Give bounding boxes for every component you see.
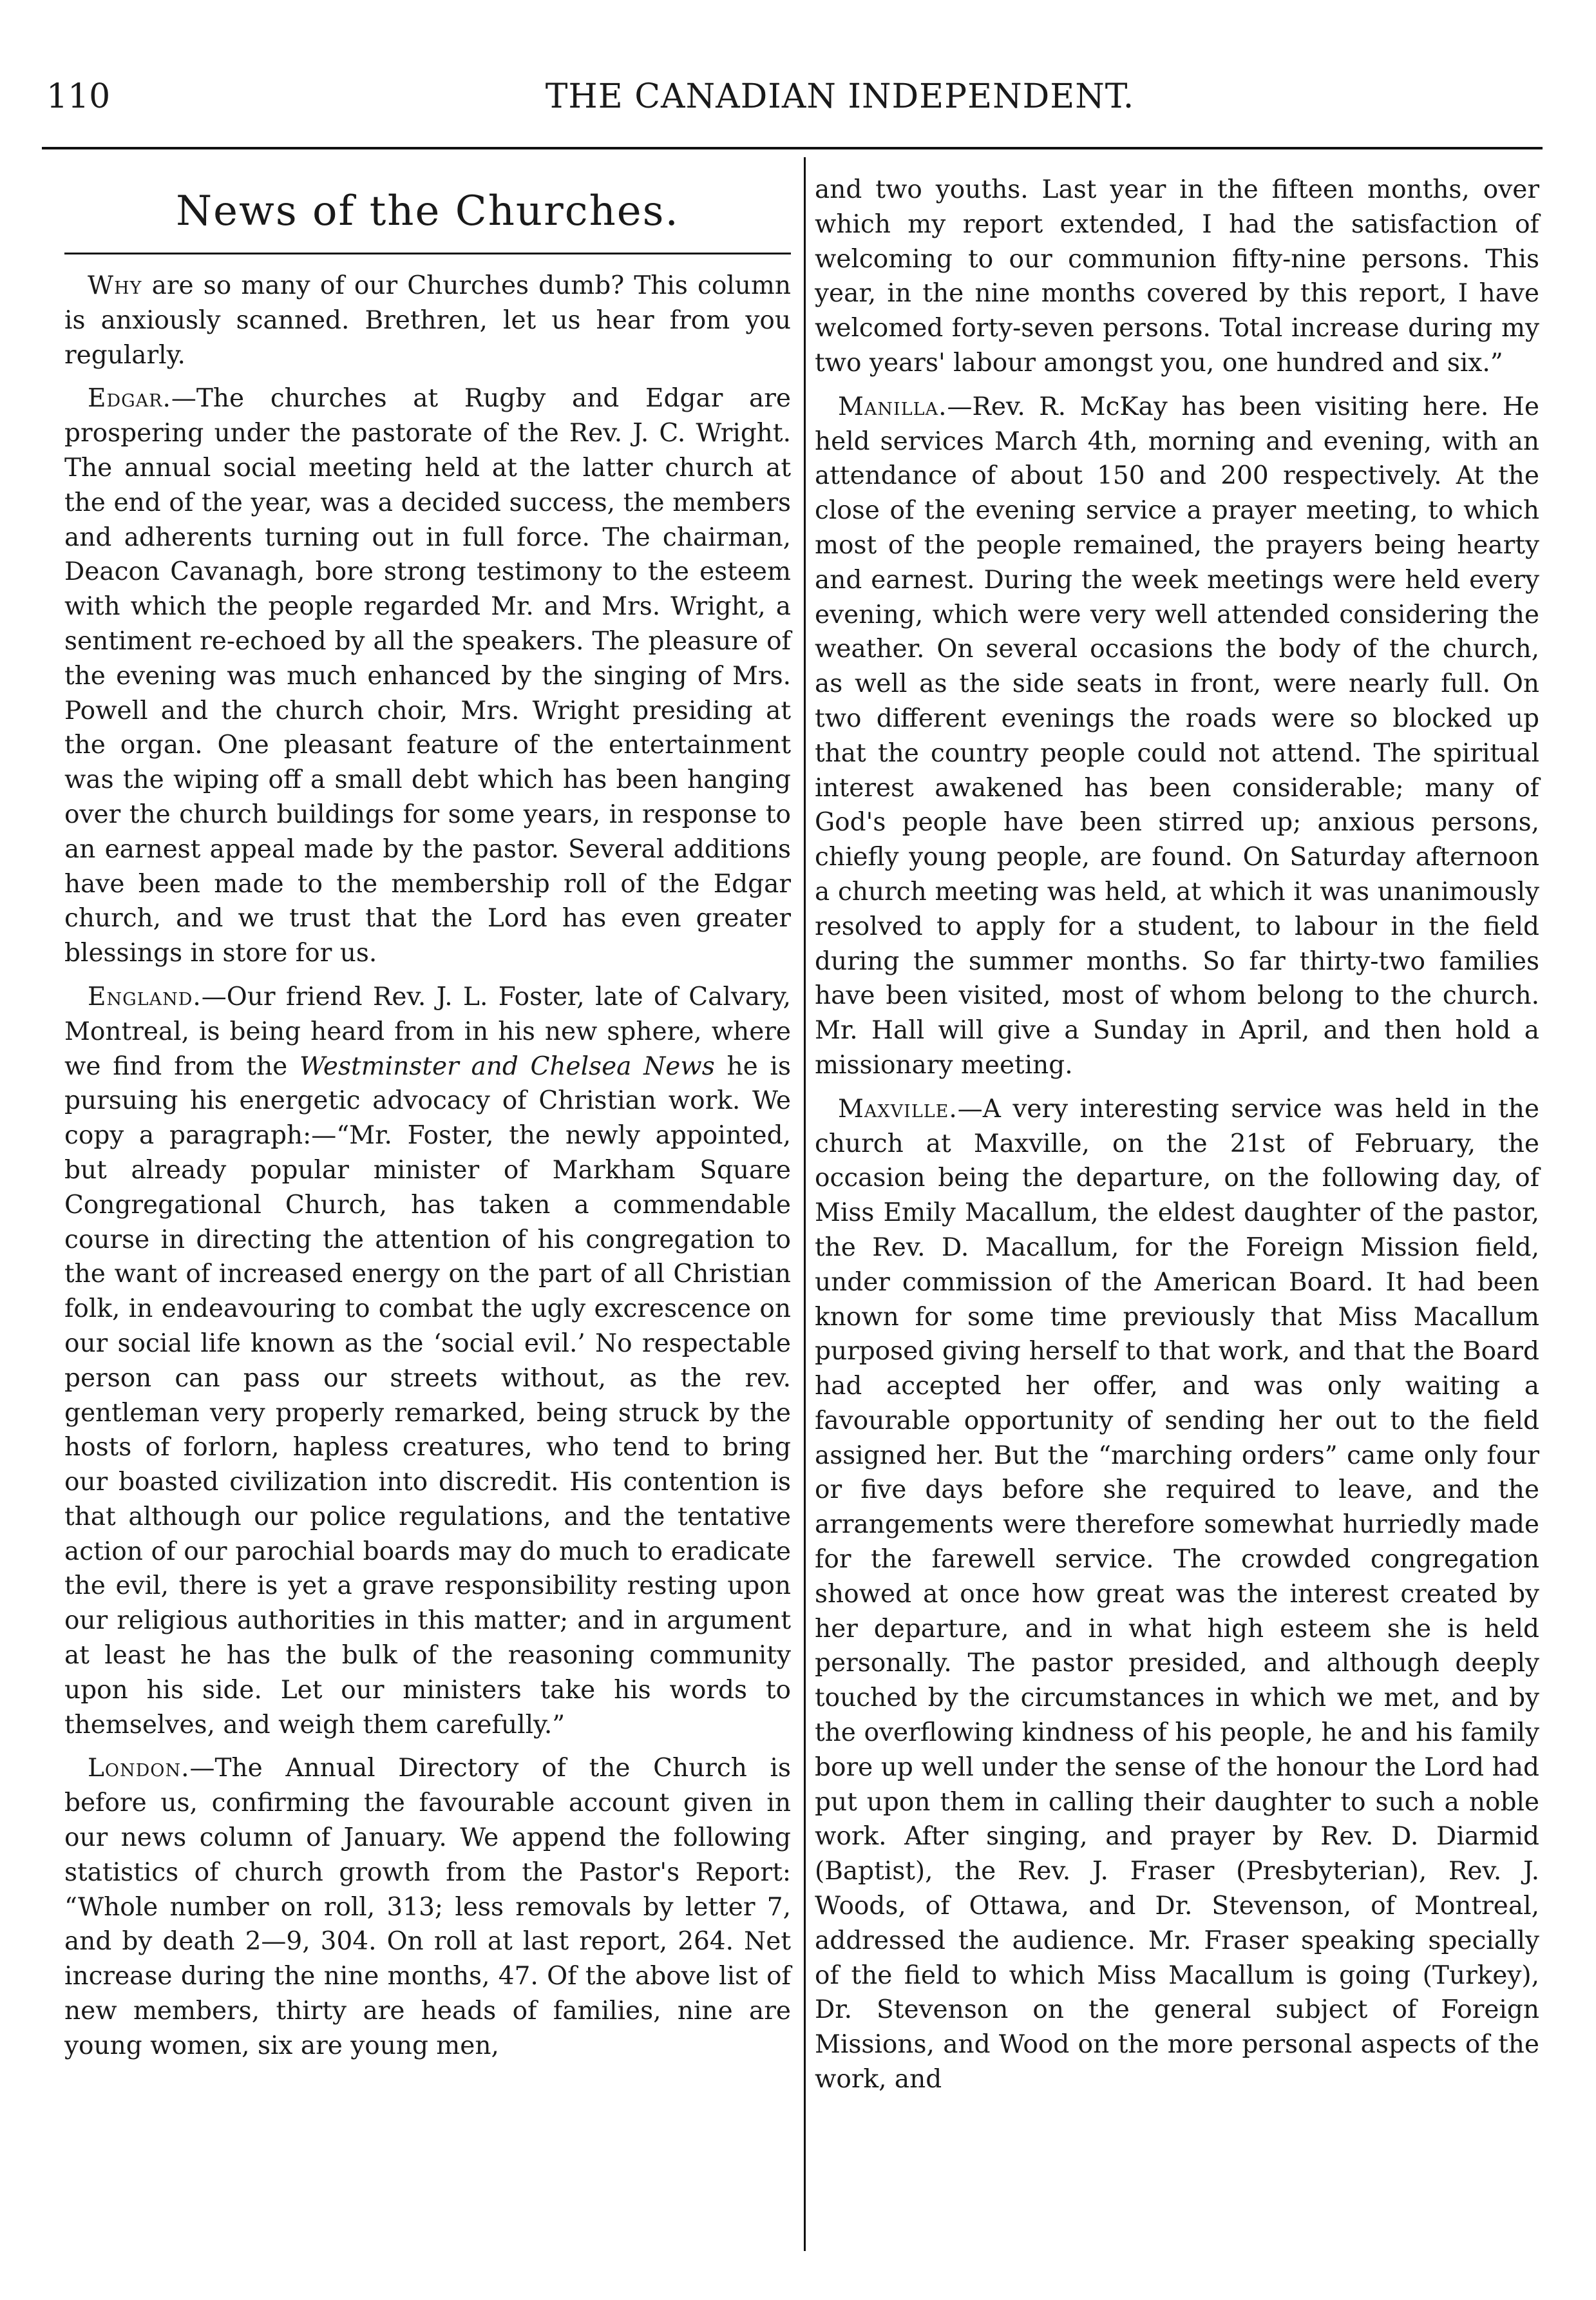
manilla-heading: Manilla.	[838, 392, 947, 421]
maxville-heading: Maxville.	[838, 1094, 958, 1124]
newspaper-title: Westminster and Chelsea News	[299, 1051, 715, 1081]
section-title: News of the Churches.	[176, 187, 679, 235]
intro-paragraph	[64, 269, 791, 372]
london-continued-paragraph: and two youths. Last year in the fifteen months, over which my report extended, I had the satisfaction of welcoming to our communion fifty-nine persons. This year, in the nine months covered by this report, I have welcomed forty-seven persons. Total increase during my two years' labour amongst you, one hundred and six.”	[815, 175, 1539, 378]
london-paragraph	[64, 1751, 791, 2063]
header-rule	[42, 147, 1543, 149]
column-divider	[804, 157, 806, 2251]
england-text-a: —Our friend Rev. J. L. Foster, late of Calvary, Montreal, is being heard from in his new sphere, where we find from the	[64, 982, 791, 1081]
edgar-text: —The churches at Rugby and Edgar are prospering under the pastorate of the Rev. J. C. Wright. The annual social meeting held at the latter church at the end of the year, was a decided success, the members and adherents turning out in full force. The chairman, Deacon Cavanagh, bore strong testimony to the esteem with which the people regarded Mr. and Mrs. Wright, a sentiment re-echoed by all the speakers. The pleasure of the evening was much enhanced by the singing of Mrs. Powell and the church choir, Mrs. Wright presiding at the organ. One pleasant feature of the entertainment was the wiping off a small debt which has been hanging over the church buildings for some years, in response to an earnest appeal made by the pastor. Several additions have been made to the membership roll of the Edgar church, and we trust that the Lord has even greater blessings in store for us.	[64, 384, 791, 968]
england-text-b: he is pursuing his energetic advocacy of Christian work. We copy a paragraph:—“Mr. Foster, the newly appointed, but already popular minister of Markham Square Congregational Church, has taken a commendable course in directing the attention of his congregation to the want of increased energy on the part of all Christian folk, in endeavouring to combat the ugly excrescence on our social life known as the ‘social evil.’ No respectable person can pass our streets without, as the rev. gentleman very properly remarked, being struck by the hosts of forlorn, hapless creatures, who tend to bring our boasted civilization into discredit. His contention is that although our police regulations, and the tentative action of our parochial boards may do much to eradicate the evil, there is yet a grave responsibility resting upon our religious authorities in this matter; and in argument at least he has the bulk of the reasoning community upon his side. Let our ministers take his words to themselves, and weigh them carefully.”	[64, 1051, 791, 1739]
england-paragraph	[64, 980, 791, 1743]
page-number: 110	[46, 77, 111, 116]
maxville-paragraph	[815, 1092, 1539, 2097]
edgar-heading: Edgar.	[88, 384, 171, 414]
london-heading: London.	[88, 1754, 190, 1783]
manilla-text: —Rev. R. McKay has been visiting here. He held services March 4th, morning and evening, with an attendance of about 150 and 200 respectively. At the close of the evening service a prayer meeting, to which most of the people remained, the prayers being hearty and earnest. During the week meetings were held every evening, which were very well attended considering the weather. On several occasions the body of the church, as well as the side seats in front, were nearly full. On two different evenings the roads were so blocked up that the country people could not attend. The spiritual interest awakened has been considerable; many of God's people have been stirred up; anxious persons, chiefly young people, are found. On Saturday afternoon a church meeting was held, at which it was unanimously resolved to apply for a student, to labour in the field during the summer months. So far thirty-two families have been visited, most of whom belong to the church. Mr. Hall will give a Sunday in April, and then hold a missionary meeting.	[815, 392, 1539, 1080]
right-column	[815, 173, 1539, 2106]
england-heading: England.	[88, 982, 202, 1011]
manilla-paragraph	[815, 390, 1539, 1083]
left-column	[64, 173, 791, 2073]
london-text: —The Annual Directory of the Church is before us, confirming the favourable account given in our news column of January. We append the following statistics of church growth from the Pastor's Report: “Whole number on roll, 313; less removals by letter 7, and by death 2—9, 304. On roll at last report, 264. Net increase during the nine months, 47. Of the above list of new members, thirty are heads of families, nine are young women, six are young men,	[64, 1754, 791, 2060]
intro-text: are so many of our Churches dumb? This column is anxiously scanned. Brethren, let us hear from you regularly.	[64, 271, 791, 370]
edgar-paragraph	[64, 381, 791, 971]
running-header: THE CANADIAN INDEPENDENT.	[545, 77, 1135, 116]
maxville-text: —A very interesting service was held in the church at Maxville, on the 21st of February, the occasion being the departure, on the following day, of Miss Emily Macallum, the eldest daughter of the pastor, the Rev. D. Macallum, for the Foreign Mission field, under commission of the American Board. It had been known for some time previously that Miss Macallum purposed giving herself to that work, and that the Board had accepted her offer, and was only waiting a favourable opportunity of sending her out to the field assigned her. But the “marching orders” came only four or five days before she required to leave, and the arrangements were therefore somewhat hurriedly made for the farewell service. The crowded congregation showed at once how great was the interest created by her departure, and in what high esteem she is held personally. The pastor presided, and although deeply touched by the circumstances in which we met, and by the overflowing kindness of his people, he and his family bore up well under the sense of the honour the Lord had put upon them in calling their daughter to such a noble work. After singing, and prayer by Rev. D. Diarmid (Baptist), the Rev. J. Fraser (Presbyterian), Rev. J. Woods, of Ottawa, and Dr. Stevenson, of Montreal, addressed the audience. Mr. Fraser speaking specially of the field to which Miss Macallum is going (Turkey), Dr. Stevenson on the general subject of Foreign Missions, and Wood on the more personal aspects of the work, and	[815, 1094, 1539, 2094]
section-title-rule	[64, 253, 791, 254]
intro-lead-word: Why	[88, 271, 142, 300]
